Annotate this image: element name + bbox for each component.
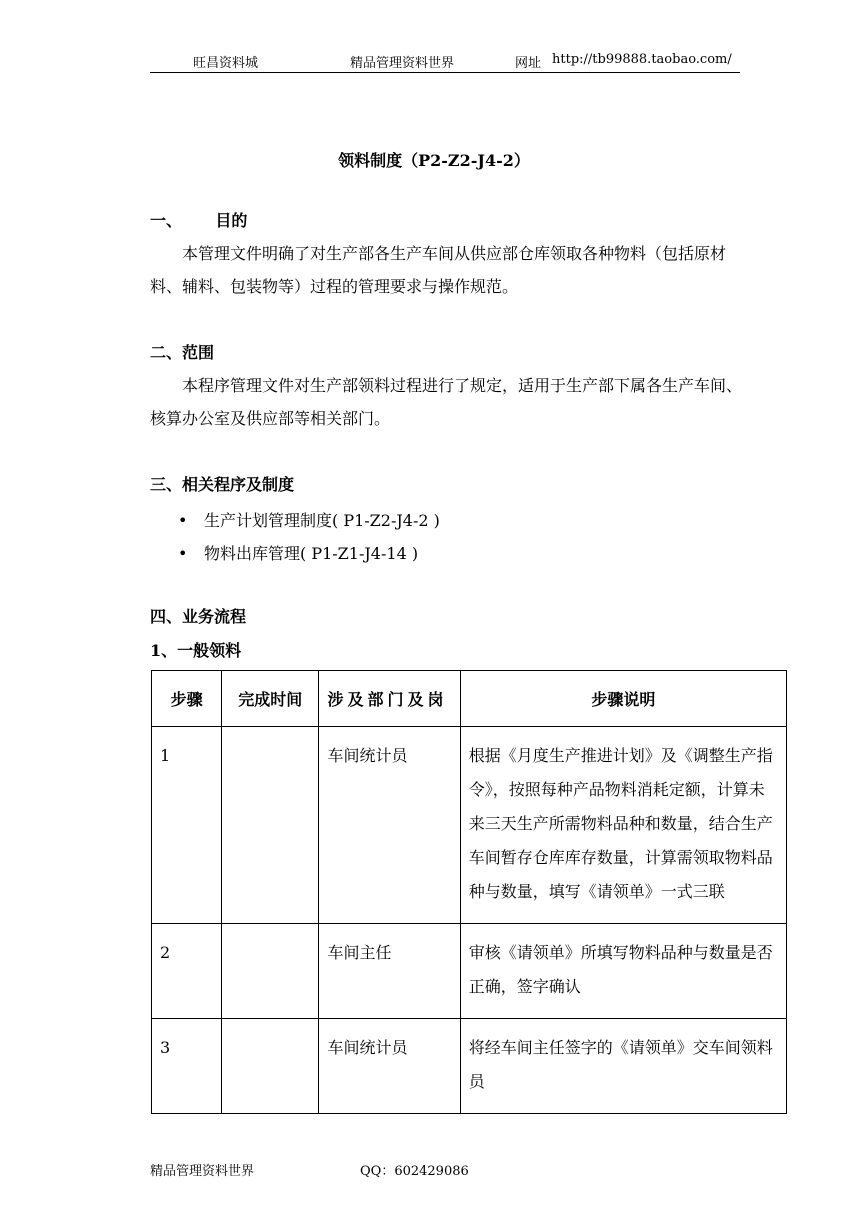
section-3-heading: 三、相关程序及制度 bbox=[150, 475, 295, 494]
list-item bbox=[178, 508, 440, 531]
header-left: 旺昌资料城 bbox=[193, 56, 259, 71]
column-header-dept: 涉及部门及岗 bbox=[319, 671, 460, 727]
header-url-label: 网址 bbox=[515, 56, 542, 71]
cell-dept: 车间统计员 bbox=[319, 1019, 460, 1114]
header-url: http://tb99888.taobao.com/ bbox=[552, 52, 732, 67]
section-2-heading: 二、范围 bbox=[150, 343, 215, 362]
header-rule bbox=[150, 72, 740, 73]
cell-step: 2 bbox=[152, 924, 222, 1019]
cell-step: 1 bbox=[152, 727, 222, 924]
section-4-heading: 四、业务流程 bbox=[150, 607, 247, 626]
cell-time bbox=[222, 924, 319, 1019]
cell-time bbox=[222, 1019, 319, 1114]
bullet-icon: • bbox=[178, 544, 188, 563]
header-middle: 精品管理资料世界 bbox=[350, 56, 455, 71]
cell-desc: 根据《月度生产推进计划》及《调整生产指令》，按照每种产品物料消耗定额，计算未来三天生产所需物料品种和数量，结合生产车间暂存仓库库存数量，计算需领取物料品种与数量，填写《请领单》一式三联 bbox=[460, 727, 786, 924]
cell-dept: 车间主任 bbox=[319, 924, 460, 1019]
process-table bbox=[151, 670, 787, 1114]
table-row bbox=[152, 924, 787, 1019]
cell-step: 3 bbox=[152, 1019, 222, 1114]
table-row bbox=[152, 1019, 787, 1114]
bullet-icon: • bbox=[178, 511, 188, 530]
column-header-step: 步骤 bbox=[152, 671, 222, 727]
section-4-subheading: 1、一般领料 bbox=[150, 641, 242, 660]
cell-time bbox=[222, 727, 319, 924]
cell-desc: 将经车间主任签字的《请领单》交车间领料员 bbox=[460, 1019, 786, 1114]
column-header-time: 完成时间 bbox=[222, 671, 319, 727]
document-title: 领料制度（P2-Z2-J4-2） bbox=[338, 151, 530, 170]
list-item bbox=[178, 541, 418, 564]
list-item-text: 物料出库管理( P1-Z1-J4-14 ) bbox=[204, 544, 419, 563]
list-item-text: 生产计划管理制度( P1-Z2-J4-2 ) bbox=[204, 511, 440, 530]
section-1-paragraph: 本管理文件明确了对生产部各生产车间从供应部仓库领取各种物料（包括原材料、辅料、包装物等）过程的管理要求与操作规范。 bbox=[150, 244, 727, 296]
table-row bbox=[152, 727, 787, 924]
section-2-paragraph: 本程序管理文件对生产部领料过程进行了规定，适用于生产部下属各生产车间、核算办公室及供应部等相关部门。 bbox=[150, 376, 743, 428]
cell-dept: 车间统计员 bbox=[319, 727, 460, 924]
footer-qq: QQ：602429086 bbox=[360, 1164, 469, 1179]
cell-desc: 审核《请领单》所填写物料品种与数量是否正确，签字确认 bbox=[460, 924, 786, 1019]
column-header-desc: 步骤说明 bbox=[460, 671, 786, 727]
footer-left: 精品管理资料世界 bbox=[150, 1164, 255, 1179]
table-header-row bbox=[152, 671, 787, 727]
section-1-heading: 一、 目的 bbox=[150, 211, 248, 230]
